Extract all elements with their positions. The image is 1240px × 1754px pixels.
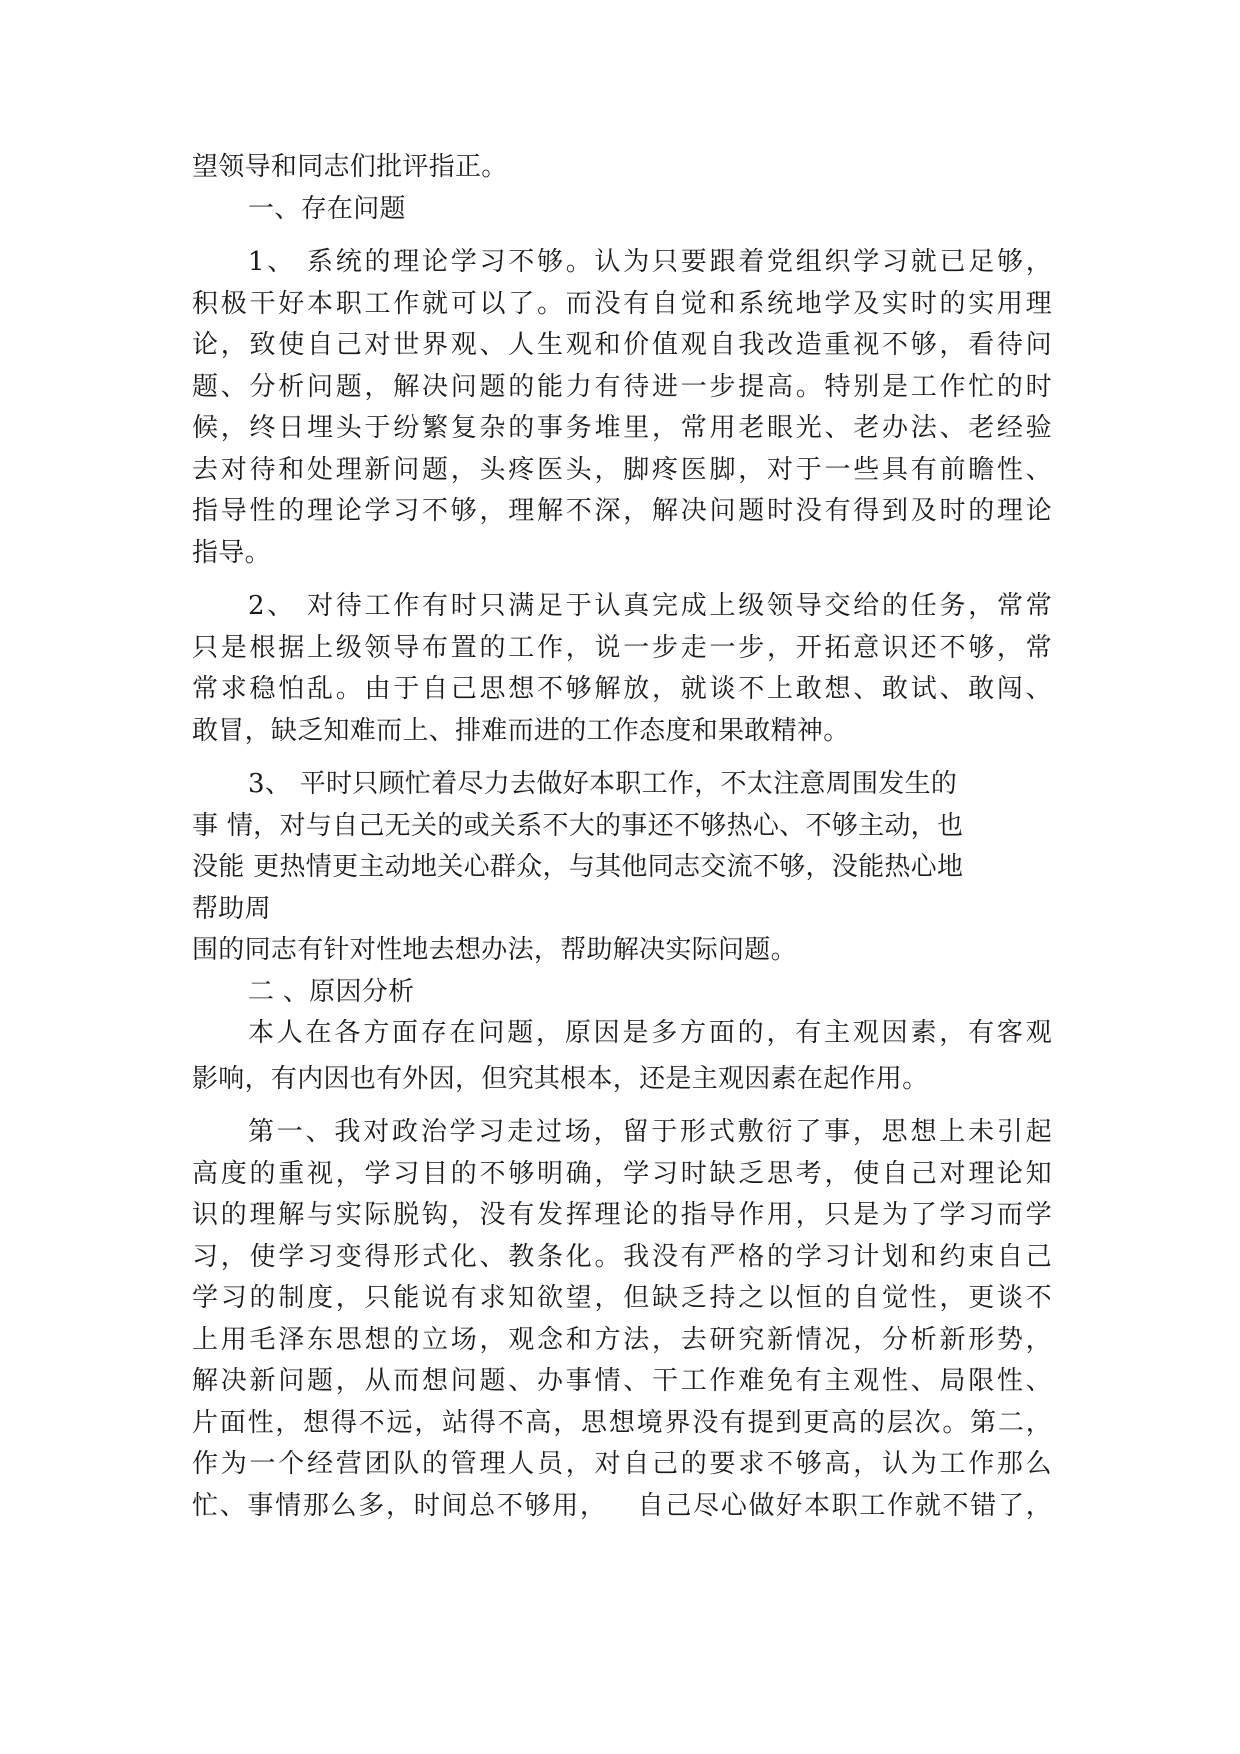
paragraph-line: 指导性的理论学习不够，理解不深，解决问题时没有得到及时的理论 bbox=[192, 496, 1052, 526]
paragraph-line: 论，致使自己对世界观、人生观和价值观自我改造重视不够，看待问 bbox=[192, 330, 1052, 360]
section-heading-problems: 一、存在问题 bbox=[248, 193, 406, 224]
paragraph-line: 敢冒，缺乏知难而上、排难而进的工作态度和果敢精神。 bbox=[192, 715, 850, 746]
paragraph-line: 识的理解与实际脱钩，没有发挥理论的指导作用，只是为了学习而学 bbox=[192, 1200, 1052, 1230]
paragraph-line: 学习的制度，只能说有求知欲望，但缺乏持之以恒的自觉性，更谈不 bbox=[192, 1283, 1052, 1313]
paragraph-line: 题、分析问题，解决问题的能力有待进一步提高。特别是工作忙的时 bbox=[192, 371, 1052, 402]
paragraph-line: 本人在各方面存在问题，原因是多方面的，有主观因素，有客观 bbox=[248, 1018, 1052, 1048]
paragraph-line: 指导。 bbox=[192, 537, 271, 568]
paragraph-line: 没能 更热情更主动地关心群众，与其他同志交流不够，没能热心地 bbox=[192, 852, 964, 882]
paragraph-item-2 bbox=[192, 586, 1052, 752]
paragraph-item-3 bbox=[192, 764, 1052, 972]
paragraph-line: 片面性，想得不远，站得不高，思想境界没有提到更高的层次。第二， bbox=[192, 1407, 1052, 1438]
paragraph-analysis-intro bbox=[192, 1013, 1052, 1100]
paragraph-line: 1、 系统的理论学习不够。认为只要跟着党组织学习就已足够， bbox=[248, 247, 1052, 277]
paragraph-line: 习，使学习变得形式化、教条化。我没有严格的学习计划和约束自己 bbox=[192, 1241, 1052, 1272]
document-body bbox=[192, 147, 1052, 1527]
paragraph-line: 去对待和处理新问题，头疼医头，脚疼医脚，对于一些具有前瞻性、 bbox=[192, 454, 1052, 485]
paragraph-line: 忙、事情那么多，时间总不够用， 自己尽心做好本职工作就不错了， bbox=[192, 1490, 1052, 1521]
paragraph-item-1 bbox=[192, 242, 1052, 574]
paragraph-line: 上用毛泽东思想的立场，观念和方法，去研究新情况，分析新形势， bbox=[192, 1324, 1052, 1355]
paragraph-line: 只是根据上级领导布置的工作，说一步走一步，开拓意识还不够，常 bbox=[192, 632, 1052, 663]
section-heading-analysis: 二 、原因分析 bbox=[248, 976, 415, 1007]
paragraph-line: 影响，有内因也有外因，但究其根本，还是主观因素在起作用。 bbox=[192, 1063, 929, 1094]
paragraph-analysis-first bbox=[192, 1112, 1052, 1527]
paragraph-line: 常求稳怕乱。由于自己思想不够解放，就谈不上敢想、敢试、敢闯、 bbox=[192, 674, 1052, 704]
paragraph-line: 高度的重视，学习目的不够明确，学习时缺乏思考，使自己对理论知 bbox=[192, 1158, 1052, 1189]
paragraph-line: 帮助周 bbox=[192, 893, 271, 924]
paragraph-line: 3、 平时只顾忙着尽力去做好本职工作，不太注意周围发生的 bbox=[248, 769, 958, 799]
paragraph-line: 第一、我对政治学习走过场，留于形式敷衍了事，思想上未引起 bbox=[248, 1117, 1052, 1147]
paragraph-line: 作为一个经营团队的管理人员，对自己的要求不够高，认为工作那么 bbox=[192, 1449, 1052, 1479]
opening-tail-line: 望领导和同志们批评指正。 bbox=[192, 152, 508, 182]
paragraph-line: 候，终日埋头于纷繁复杂的事务堆里，常用老眼光、老办法、老经验 bbox=[192, 413, 1052, 443]
paragraph-line: 积极干好本职工作就可以了。而没有自觉和系统地学及实时的实用理 bbox=[192, 288, 1052, 319]
paragraph-line: 围的同志有针对性地去想办法，帮助解决实际问题。 bbox=[192, 935, 797, 965]
paragraph-line: 2、 对待工作有时只满足于认真完成上级领导交给的任务，常常 bbox=[248, 591, 1052, 621]
paragraph-line: 解决新问题，从而想问题、办事情、干工作难免有主观性、局限性、 bbox=[192, 1366, 1052, 1396]
paragraph-line: 事 情，对与自己无关的或关系不大的事还不够热心、不够主动，也 bbox=[192, 810, 964, 841]
